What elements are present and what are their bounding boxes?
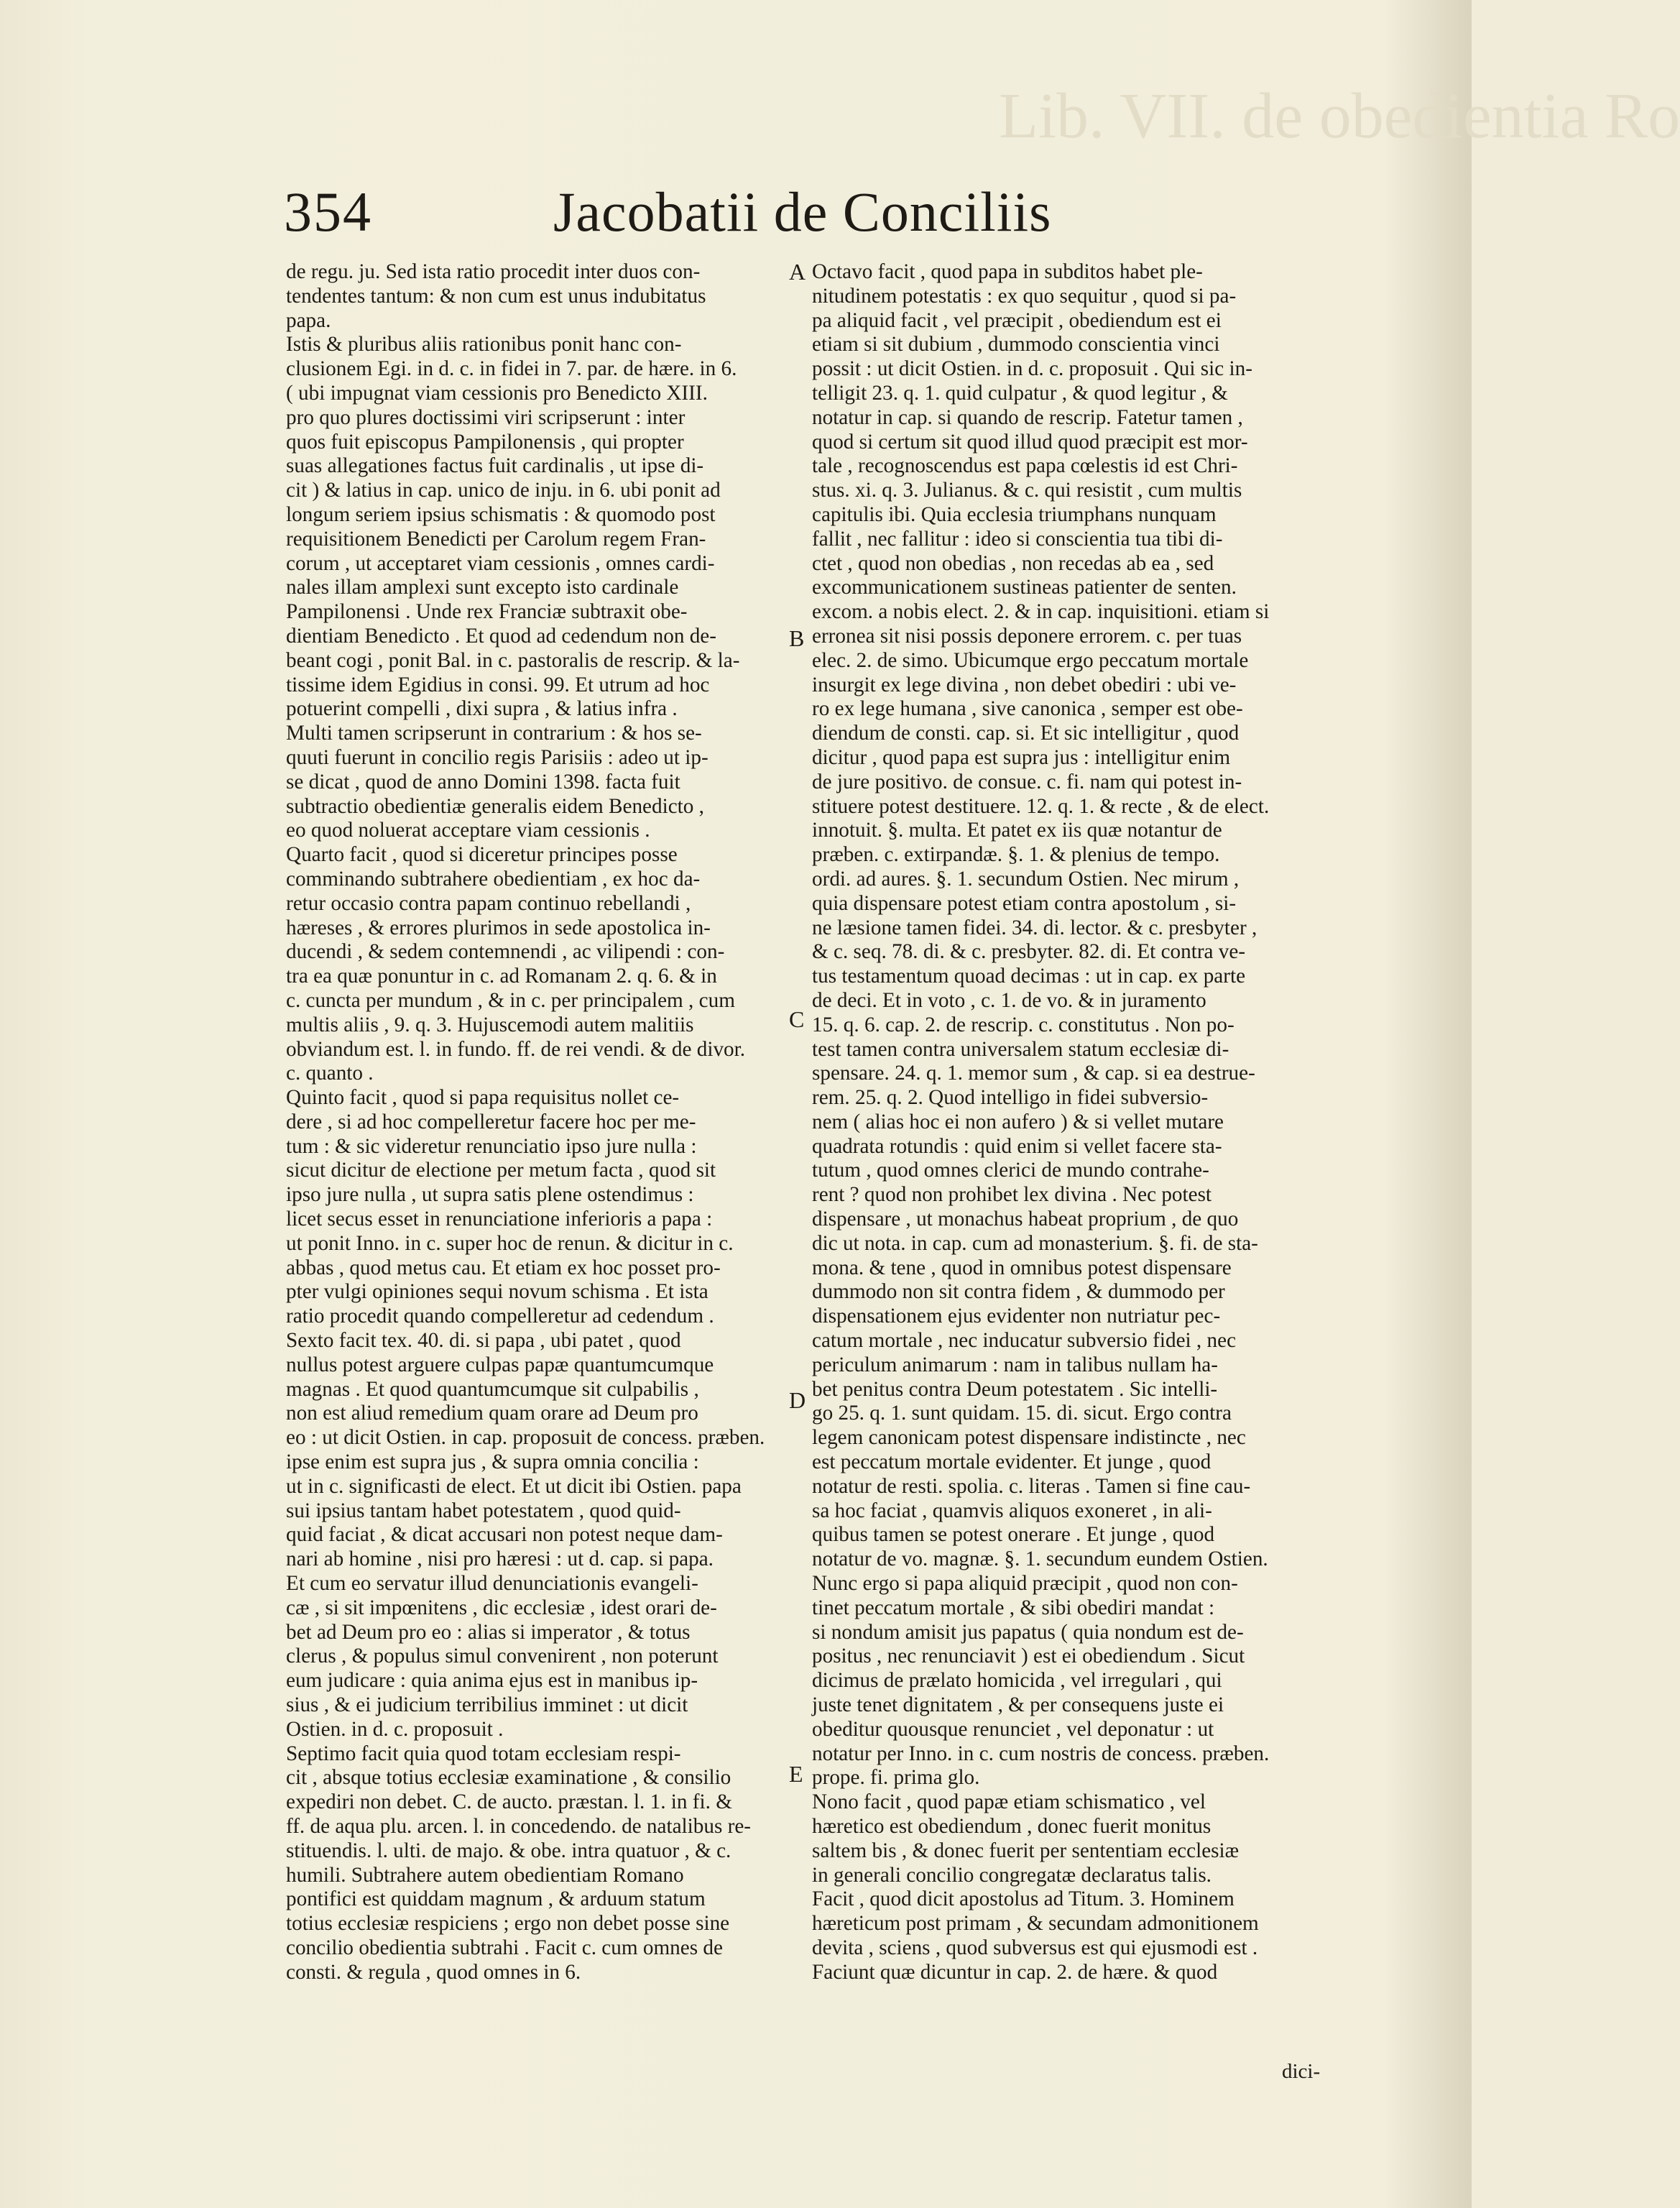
text-line: go 25. q. 1. sunt quidam. 15. di. sicut. Ergo contra xyxy=(812,1402,1232,1425)
text-line: ff. de aqua plu. arcen. l. in concedendo. de natalibus re- xyxy=(286,1815,751,1838)
text-line: requisitionem Benedicti per Carolum regem Fran- xyxy=(286,527,706,551)
text-line: est peccatum mortale evidenter. Et junge , quod xyxy=(812,1450,1211,1474)
text-line: Facit , quod dicit apostolus ad Titum. 3. Hominem xyxy=(812,1887,1234,1911)
text-line: innotuit. §. multa. Et patet ex iis quæ notantur de xyxy=(812,819,1222,842)
running-title: Jacobatii de Conciliis xyxy=(553,180,1052,243)
text-line: cit , absque totius ecclesiæ examinatione , & consilio xyxy=(286,1766,731,1790)
page-number: 354 xyxy=(284,180,372,243)
text-line: quod si certum sit quod illud quod præcipit est mor- xyxy=(812,430,1248,454)
text-line: humili. Subtrahere autem obedientiam Romano xyxy=(286,1863,684,1887)
text-line: catum mortale , nec inducatur subversio fidei , nec xyxy=(812,1329,1237,1353)
text-line: consti. & regula , quod omnes in 6. xyxy=(286,1960,581,1984)
text-line: ut ponit Inno. in c. super hoc de renun. & dicitur in c. xyxy=(286,1231,734,1255)
text-line: Multi tamen scripserunt in contrarium : & hos se- xyxy=(286,722,702,745)
text-line: spensare. 24. q. 1. memor sum , & cap. si ea destrue- xyxy=(812,1062,1255,1085)
text-line: clerus , & populus simul convenirent , non poterunt xyxy=(286,1644,719,1668)
text-line: ctet , quod non obedias , non recedas ab ea , sed xyxy=(812,551,1214,575)
text-line: mona. & tene , quod in omnibus potest dispensare xyxy=(812,1256,1232,1279)
text-line: papa. xyxy=(286,308,331,332)
text-line: eum judicare : quia anima ejus est in manibus ip- xyxy=(286,1669,698,1693)
text-line: beant cogi , ponit Bal. in c. pastoralis de rescrip. & la- xyxy=(286,648,740,672)
margin-letter-b: B xyxy=(789,625,805,651)
text-line: totius ecclesiæ respiciens ; ergo non debet posse sine xyxy=(286,1912,730,1936)
text-line: insurgit ex lege divina , non debet obediri : ubi ve- xyxy=(812,673,1237,696)
text-line: etiam si sit dubium , dummodo conscientia vinci xyxy=(812,333,1220,356)
text-line: sui ipsius tantam habet potestatem , quod quid- xyxy=(286,1499,681,1522)
text-line: ducendi , & sedem contemnendi , ac vilipendi : con- xyxy=(286,940,725,964)
text-line: excommunicationem sustineas patienter de senten. xyxy=(812,576,1237,599)
text-line: in generali concilio congregatæ declaratus talis. xyxy=(812,1863,1211,1887)
margin-letter-d: D xyxy=(789,1387,806,1413)
text-line: dientiam Benedicto . Et quod ad cedendum non de- xyxy=(286,624,716,648)
text-line: Nono facit , quod papæ etiam schismatico , vel xyxy=(812,1790,1206,1814)
text-line: dere , si ad hoc compelleretur facere hoc per me- xyxy=(286,1110,696,1133)
text-line: licet secus esset in renunciatione inferioris a papa : xyxy=(286,1208,713,1231)
text-line: nullus potest arguere culpas papæ quantumcumque xyxy=(286,1353,714,1376)
text-line: notatur de vo. magnæ. §. 1. secundum eundem Ostien. xyxy=(812,1547,1268,1571)
text-line: notatur in cap. si quando de rescrip. Fatetur tamen , xyxy=(812,405,1243,429)
text-line: fallit , nec fallitur : ideo si conscientia tua tibi di- xyxy=(812,527,1223,551)
text-line: se dicat , quod de anno Domini 1398. facta fuit xyxy=(286,770,680,794)
text-line: bet ad Deum pro eo : alias si imperator , & totus xyxy=(286,1620,691,1644)
text-line: Septimo facit quia quod totam ecclesiam respi- xyxy=(286,1742,681,1765)
text-line: quia dispensare potest etiam contra apostolum , si- xyxy=(812,891,1237,915)
text-line: telligit 23. q. 1. quid culpatur , & quod legitur , & xyxy=(812,381,1228,405)
text-line: c. cuncta per mundum , & in c. per principalem , cum xyxy=(286,988,735,1012)
text-line: Ostien. in d. c. proposuit . xyxy=(286,1717,504,1741)
text-line: retur occasio contra papam continuo rebellandi , xyxy=(286,891,691,915)
text-line: præben. c. extirpandæ. §. 1. & plenius de tempo. xyxy=(812,843,1220,867)
text-line: eo quod noluerat acceptare viam cessionis . xyxy=(286,819,650,842)
text-line: nari ab homine , nisi pro hæresi : ut d. cap. si papa. xyxy=(286,1547,714,1571)
text-line: suas allegationes factus fuit cardinalis , ut ipse di- xyxy=(286,454,704,478)
text-line: Nunc ergo si papa aliquid præcipit , quod non con- xyxy=(812,1572,1238,1596)
text-line: juste tenet dignitatem , & per consequens juste ei xyxy=(812,1693,1224,1717)
text-line: Istis & pluribus aliis rationibus ponit hanc con- xyxy=(286,333,682,356)
text-line: tra ea quæ ponuntur in c. ad Romanam 2. q. 6. & in xyxy=(286,965,717,988)
faded-running-title: Lib. VII. de obedientia Ro xyxy=(999,80,1680,152)
right-column xyxy=(812,260,1308,1985)
text-line: sa hoc faciat , quamvis aliquos exoneret , in ali- xyxy=(812,1499,1212,1522)
text-line: hæretico est obediendum , donec fuerit monitus xyxy=(812,1815,1211,1838)
text-line: tutum , quod omnes clerici de mundo contrahe- xyxy=(812,1159,1209,1182)
text-line: Quarto facit , quod si diceretur principes posse xyxy=(286,843,678,867)
text-line: ne læsione tamen fidei. 34. di. lector. & c. presbyter , xyxy=(812,916,1257,939)
text-line: obviandum est. l. in fundo. ff. de rei vendi. & de divor. xyxy=(286,1037,746,1061)
text-line: excom. a nobis elect. 2. & in cap. inquisitioni. etiam si xyxy=(812,600,1270,624)
text-line: eo : ut dicit Ostien. in cap. proposuit de concess. præben. xyxy=(286,1426,765,1450)
text-line: hæreticum post primam , & secundam admonitionem xyxy=(812,1912,1259,1936)
text-line: nem ( alias hoc ei non aufero ) & si vellet mutare xyxy=(812,1110,1224,1133)
text-line: corum , ut acceptaret viam cessionis , omnes cardi- xyxy=(286,551,715,575)
margin-letter-a: A xyxy=(789,259,806,285)
text-line: de deci. Et in voto , c. 1. de vo. & in juramento xyxy=(812,988,1206,1012)
text-line: abbas , quod metus cau. Et etiam ex hoc posset pro- xyxy=(286,1256,721,1279)
margin-letter-c: C xyxy=(789,1006,805,1032)
text-line: periculum animarum : nam in talibus nullam ha- xyxy=(812,1353,1218,1376)
text-line: nales illam amplexi sunt excepto isto cardinale xyxy=(286,576,679,599)
text-line: prope. fi. prima glo. xyxy=(812,1766,980,1790)
text-line: dic ut nota. in cap. cum ad monasterium. §. fi. de sta- xyxy=(812,1231,1258,1255)
text-line: Sexto facit tex. 40. di. si papa , ubi patet , quod xyxy=(286,1329,681,1353)
text-line: ordi. ad aures. §. 1. secundum Ostien. Nec mirum , xyxy=(812,867,1240,891)
text-line: quibus tamen se potest onerare . Et junge , quod xyxy=(812,1523,1215,1547)
text-line: sicut dicitur de electione per metum facta , quod sit xyxy=(286,1159,716,1182)
text-line: quid faciat , & dicat accusari non potest neque dam- xyxy=(286,1523,723,1547)
text-line: legem canonicam potest dispensare indistincte , nec xyxy=(812,1426,1246,1450)
text-line: elec. 2. de simo. Ubicumque ergo peccatum mortale xyxy=(812,648,1249,672)
text-line: pa aliquid facit , vel præcipit , obediendum est ei xyxy=(812,308,1222,332)
text-line: erronea sit nisi possis deponere errorem. c. per tuas xyxy=(812,624,1242,648)
text-line: de regu. ju. Sed ista ratio procedit inter duos con- xyxy=(286,260,701,283)
text-line: quos fuit episcopus Pampilonensis , qui propter xyxy=(286,430,684,454)
text-line: dicitur , quod papa est supra jus : intelligitur enim xyxy=(812,745,1231,769)
text-line: quadrata rotundis : quid enim si vellet facere sta- xyxy=(812,1134,1222,1158)
text-line: longum seriem ipsius schismatis : & quomodo post xyxy=(286,502,716,526)
text-line: tus testamentum quoad decimas : ut in cap. ex parte xyxy=(812,965,1246,988)
text-line: sius , & ei judicium terribilius imminet : ut dicit xyxy=(286,1693,688,1717)
text-line: pter vulgi opiniones sequi novum schisma . Et ista xyxy=(286,1280,709,1304)
text-line: & c. seq. 78. di. & c. presbyter. 82. di. Et contra ve- xyxy=(812,940,1246,964)
text-line: notatur de resti. spolia. c. literas . Tamen si fine cau- xyxy=(812,1474,1251,1498)
text-line: multis aliis , 9. q. 3. Hujuscemodi autem malitiis xyxy=(286,1013,694,1036)
text-line: notatur per Inno. in c. cum nostris de concess. præben. xyxy=(812,1742,1270,1765)
text-line: hæreses , & errores plurimos in sede apostolica in- xyxy=(286,916,711,939)
text-line: cæ , si sit impœnitens , dic ecclesiæ , idest orari de- xyxy=(286,1596,717,1619)
text-line: stituere potest destituere. 12. q. 1. & recte , & de elect. xyxy=(812,794,1270,818)
text-line: tale , recognoscendus est papa cœlestis id est Chri- xyxy=(812,454,1238,478)
text-line: comminando subtrahere obedientiam , ex hoc da- xyxy=(286,867,701,891)
text-line: rent ? quod non prohibet lex divina . Nec potest xyxy=(812,1183,1212,1207)
text-line: pontifici est quiddam magnum , & arduum statum xyxy=(286,1887,706,1911)
text-line: ut in c. significasti de elect. Et ut dicit ibi Ostien. papa xyxy=(286,1474,742,1498)
text-line: capitulis ibi. Quia ecclesia triumphans nunquam xyxy=(812,502,1217,526)
text-line: ( ubi impugnat viam cessionis pro Benedicto XIII. xyxy=(286,381,708,405)
text-line: stus. xi. q. 3. Julianus. & c. qui resistit , cum multis xyxy=(812,479,1242,502)
text-line: ipso jure nulla , ut supra satis plene ostendimus : xyxy=(286,1183,694,1207)
text-line: ipse enim est supra jus , & supra omnia concilia : xyxy=(286,1450,699,1474)
text-line: Et cum eo servatur illud denunciationis evangeli- xyxy=(286,1572,698,1596)
text-line: dummodo non sit contra fidem , & dummodo per xyxy=(812,1280,1225,1304)
text-line: possit : ut dicit Ostien. in d. c. proposuit . Qui sic in- xyxy=(812,357,1252,381)
text-line: de jure positivo. de consue. c. fi. nam qui potest in- xyxy=(812,770,1242,794)
text-line: c. quanto . xyxy=(286,1062,374,1085)
text-line: bet penitus contra Deum potestatem . Sic intelli- xyxy=(812,1377,1218,1401)
text-line: Faciunt quæ dicuntur in cap. 2. de hære. & quod xyxy=(812,1960,1218,1984)
text-line: subtractio obedientiæ generalis eidem Benedicto , xyxy=(286,794,704,818)
text-line: pro quo plures doctissimi viri scripserunt : inter xyxy=(286,405,686,429)
text-line: test tamen contra universalem statum ecclesiæ di- xyxy=(812,1037,1229,1061)
text-line: nitudinem potestatis : ex quo sequitur , quod si pa- xyxy=(812,284,1237,308)
text-line: dispensationem ejus evidenter non nutriatur pec- xyxy=(812,1305,1221,1328)
text-line: clusionem Egi. in d. c. in fidei in 7. par. de hære. in 6. xyxy=(286,357,737,381)
text-line: si nondum amisit jus papatus ( quia nondum est de- xyxy=(812,1620,1244,1644)
text-line: tum : & sic videretur renunciatio ipso jure nulla : xyxy=(286,1134,697,1158)
text-line: devita , sciens , quod subversus est qui ejusmodi est . xyxy=(812,1936,1258,1959)
text-line: ro ex lege humana , sive canonica , semper est obe- xyxy=(812,697,1243,721)
margin-letter-e: E xyxy=(789,1761,803,1787)
text-line: Pampilonensi . Unde rex Franciæ subtraxit obe- xyxy=(286,600,688,624)
text-line: stituendis. l. ulti. de majo. & obe. intra quatuor , & c. xyxy=(286,1839,731,1862)
left-column xyxy=(286,260,782,1985)
text-line: Quinto facit , quod si papa requisitus nollet ce- xyxy=(286,1086,680,1110)
text-line: Octavo facit , quod papa in subditos habet ple- xyxy=(812,260,1203,283)
text-line: cit ) & latius in cap. unico de inju. in 6. ubi ponit ad xyxy=(286,479,721,502)
text-line: diendum de consti. cap. si. Et sic intelligitur , quod xyxy=(812,722,1240,745)
catchword: dici- xyxy=(1282,2060,1321,2083)
text-line: magnas . Et quod quantumcumque sit culpabilis , xyxy=(286,1377,699,1401)
text-line: positus , nec renunciavit ) est ei obediendum . Sicut xyxy=(812,1644,1245,1668)
text-line: obeditur quousque renunciet , vel deponatur : ut xyxy=(812,1717,1214,1741)
text-line: dispensare , ut monachus habeat proprium , de quo xyxy=(812,1208,1239,1231)
page-header xyxy=(284,180,1218,259)
text-line: tissime idem Egidius in consi. 99. Et utrum ad hoc xyxy=(286,673,710,696)
text-line: non est aliud remedium quam orare ad Deum pro xyxy=(286,1402,698,1425)
text-line: ratio procedit quando compelleretur ad cedendum . xyxy=(286,1305,714,1328)
text-line: expediri non debet. C. de aucto. præstan. l. 1. in fi. & xyxy=(286,1790,732,1814)
text-line: quuti fuerunt in concilio regis Parisiis : adeo ut ip- xyxy=(286,745,709,769)
text-line: tinet peccatum mortale , & sibi obediri mandat : xyxy=(812,1596,1215,1619)
text-line: rem. 25. q. 2. Quod intelligo in fidei subversio- xyxy=(812,1086,1209,1110)
text-line: 15. q. 6. cap. 2. de rescrip. c. constitutus . Non po- xyxy=(812,1013,1234,1036)
text-line: tendentes tantum: & non cum est unus indubitatus xyxy=(286,284,706,308)
text-line: dicimus de prælato homicida , vel irregulari , qui xyxy=(812,1669,1222,1693)
text-line: concilio obedientia subtrahi . Facit c. cum omnes de xyxy=(286,1936,723,1959)
text-line: potuerint compelli , dixi supra , & latius infra . xyxy=(286,697,678,721)
text-line: saltem bis , & donec fuerit per sententiam ecclesiæ xyxy=(812,1839,1240,1862)
